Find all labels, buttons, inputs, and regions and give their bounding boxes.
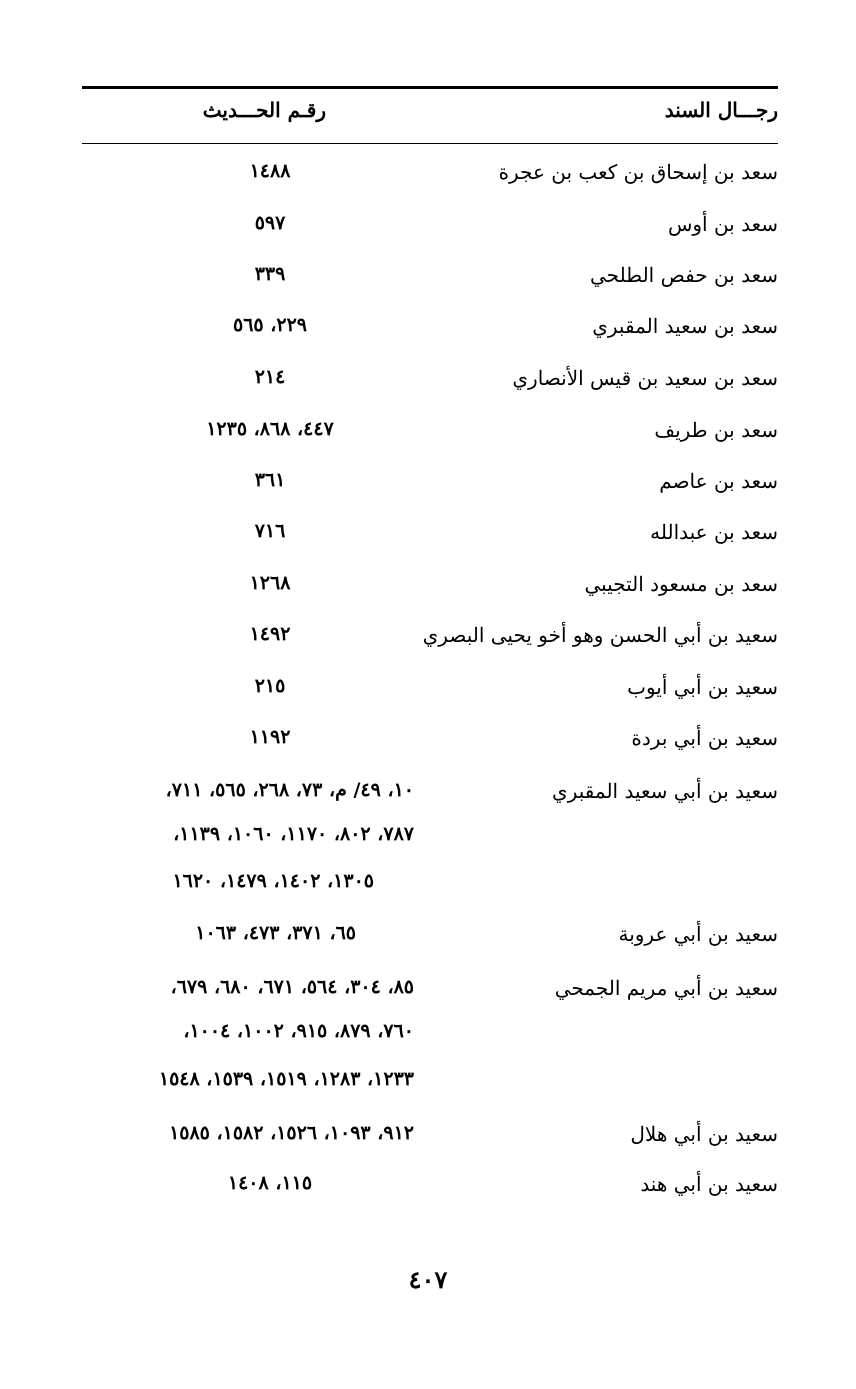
- index-row: [0, 212, 856, 252]
- hadith-numbers: ٦٥، ٣٧١، ٤٧٣، ١٠٦٣: [195, 922, 356, 944]
- index-row: [0, 779, 856, 819]
- hadith-numbers: ٧٦٠، ٨٧٩، ٩١٥، ١٠٠٢، ١٠٠٤،: [183, 1020, 414, 1042]
- narrator-name: سعد بن سعيد المقبري: [592, 314, 778, 338]
- index-row: [0, 870, 856, 910]
- narrator-name: سعيد بن أبي سعيد المقبري: [552, 779, 778, 803]
- index-row: [0, 1172, 856, 1212]
- narrators-column-header: رجـــال السند: [664, 98, 778, 122]
- hadith-numbers: ٧٨٧، ٨٠٢، ١١٧٠، ١٠٦٠، ١١٣٩،: [173, 823, 414, 845]
- narrator-name: سعيد بن أبي هند: [640, 1172, 778, 1196]
- hadith-numbers: ١٢٣٣، ١٢٨٣، ١٥١٩، ١٥٣٩، ١٥٤٨: [158, 1068, 414, 1090]
- index-row: [0, 922, 856, 962]
- index-row: [0, 469, 856, 509]
- index-row: [0, 623, 856, 663]
- hadith-numbers: ٣٦١: [254, 469, 286, 491]
- hadith-numbers: ١٣٠٥، ١٤٠٢، ١٤٧٩، ١٦٢٠: [172, 870, 374, 892]
- index-row: [0, 520, 856, 560]
- index-row: [0, 366, 856, 406]
- page-number: ٤٠٧: [408, 1265, 448, 1294]
- hadith-numbers: ٣٣٩: [254, 263, 286, 285]
- narrator-name: سعيد بن أبي بردة: [631, 726, 778, 750]
- hadith-numbers-column-header: رقـم الحـــديث: [202, 98, 326, 122]
- index-row: [0, 418, 856, 458]
- narrator-name: سعد بن حفص الطلحي: [589, 263, 778, 287]
- narrator-name: سعيد بن أبي هلال: [630, 1122, 778, 1146]
- index-row: [0, 976, 856, 1016]
- hadith-numbers: ٥٩٧: [254, 212, 286, 234]
- index-row: [0, 726, 856, 766]
- narrator-name: سعد بن عاصم: [659, 469, 778, 493]
- hadith-numbers: ١٤٩٢: [249, 623, 291, 645]
- narrator-name: سعد بن طريف: [654, 418, 778, 442]
- hadith-numbers: ٢١٤: [254, 366, 286, 388]
- hadith-numbers: ٨٥، ٣٠٤، ٥٦٤، ٦٧١، ٦٨٠، ٦٧٩،: [170, 976, 414, 998]
- index-row: [0, 1020, 856, 1060]
- narrator-name: سعيد بن أبي أيوب: [627, 675, 778, 699]
- hadith-numbers: ١٠، ٤٩/ م، ٧٣، ٢٦٨، ٥٦٥، ٧١١،: [165, 779, 414, 801]
- index-row: [0, 675, 856, 715]
- index-row: [0, 1122, 856, 1162]
- header-rule: [82, 143, 778, 144]
- narrator-name: سعد بن سعيد بن قيس الأنصاري: [512, 366, 778, 390]
- hadith-numbers: ١١٩٢: [249, 726, 291, 748]
- index-row: [0, 1068, 856, 1108]
- hadith-numbers: ١٤٨٨: [249, 160, 291, 182]
- index-row: [0, 823, 856, 863]
- narrator-name: سعد بن مسعود التجيبي: [584, 572, 778, 596]
- top-rule: [82, 86, 778, 89]
- hadith-numbers: ١٢٦٨: [249, 572, 291, 594]
- narrator-name: سعد بن إسحاق بن كعب بن عجرة: [498, 160, 778, 184]
- index-row: [0, 572, 856, 612]
- hadith-numbers: ٢١٥: [254, 675, 286, 697]
- index-row: [0, 160, 856, 200]
- index-row: [0, 263, 856, 303]
- hadith-numbers: ٢٢٩، ٥٦٥: [233, 314, 307, 336]
- narrator-name: سعيد بن أبي مريم الجمحي: [554, 976, 778, 1000]
- hadith-numbers: ٩١٢، ١٠٩٣، ١٥٢٦، ١٥٨٢، ١٥٨٥: [169, 1122, 414, 1144]
- hadith-numbers: ٤٤٧، ٨٦٨، ١٢٣٥: [206, 418, 334, 440]
- hadith-numbers: ٧١٦: [254, 520, 286, 542]
- hadith-numbers: ١١٥، ١٤٠٨: [227, 1172, 313, 1194]
- narrator-name: سعيد بن أبي الحسن وهو أخو يحيى البصري: [422, 623, 778, 647]
- narrator-name: سعد بن أوس: [667, 212, 778, 236]
- index-row: [0, 314, 856, 354]
- narrator-name: سعيد بن أبي عروبة: [618, 922, 778, 946]
- narrator-name: سعد بن عبدالله: [650, 520, 778, 544]
